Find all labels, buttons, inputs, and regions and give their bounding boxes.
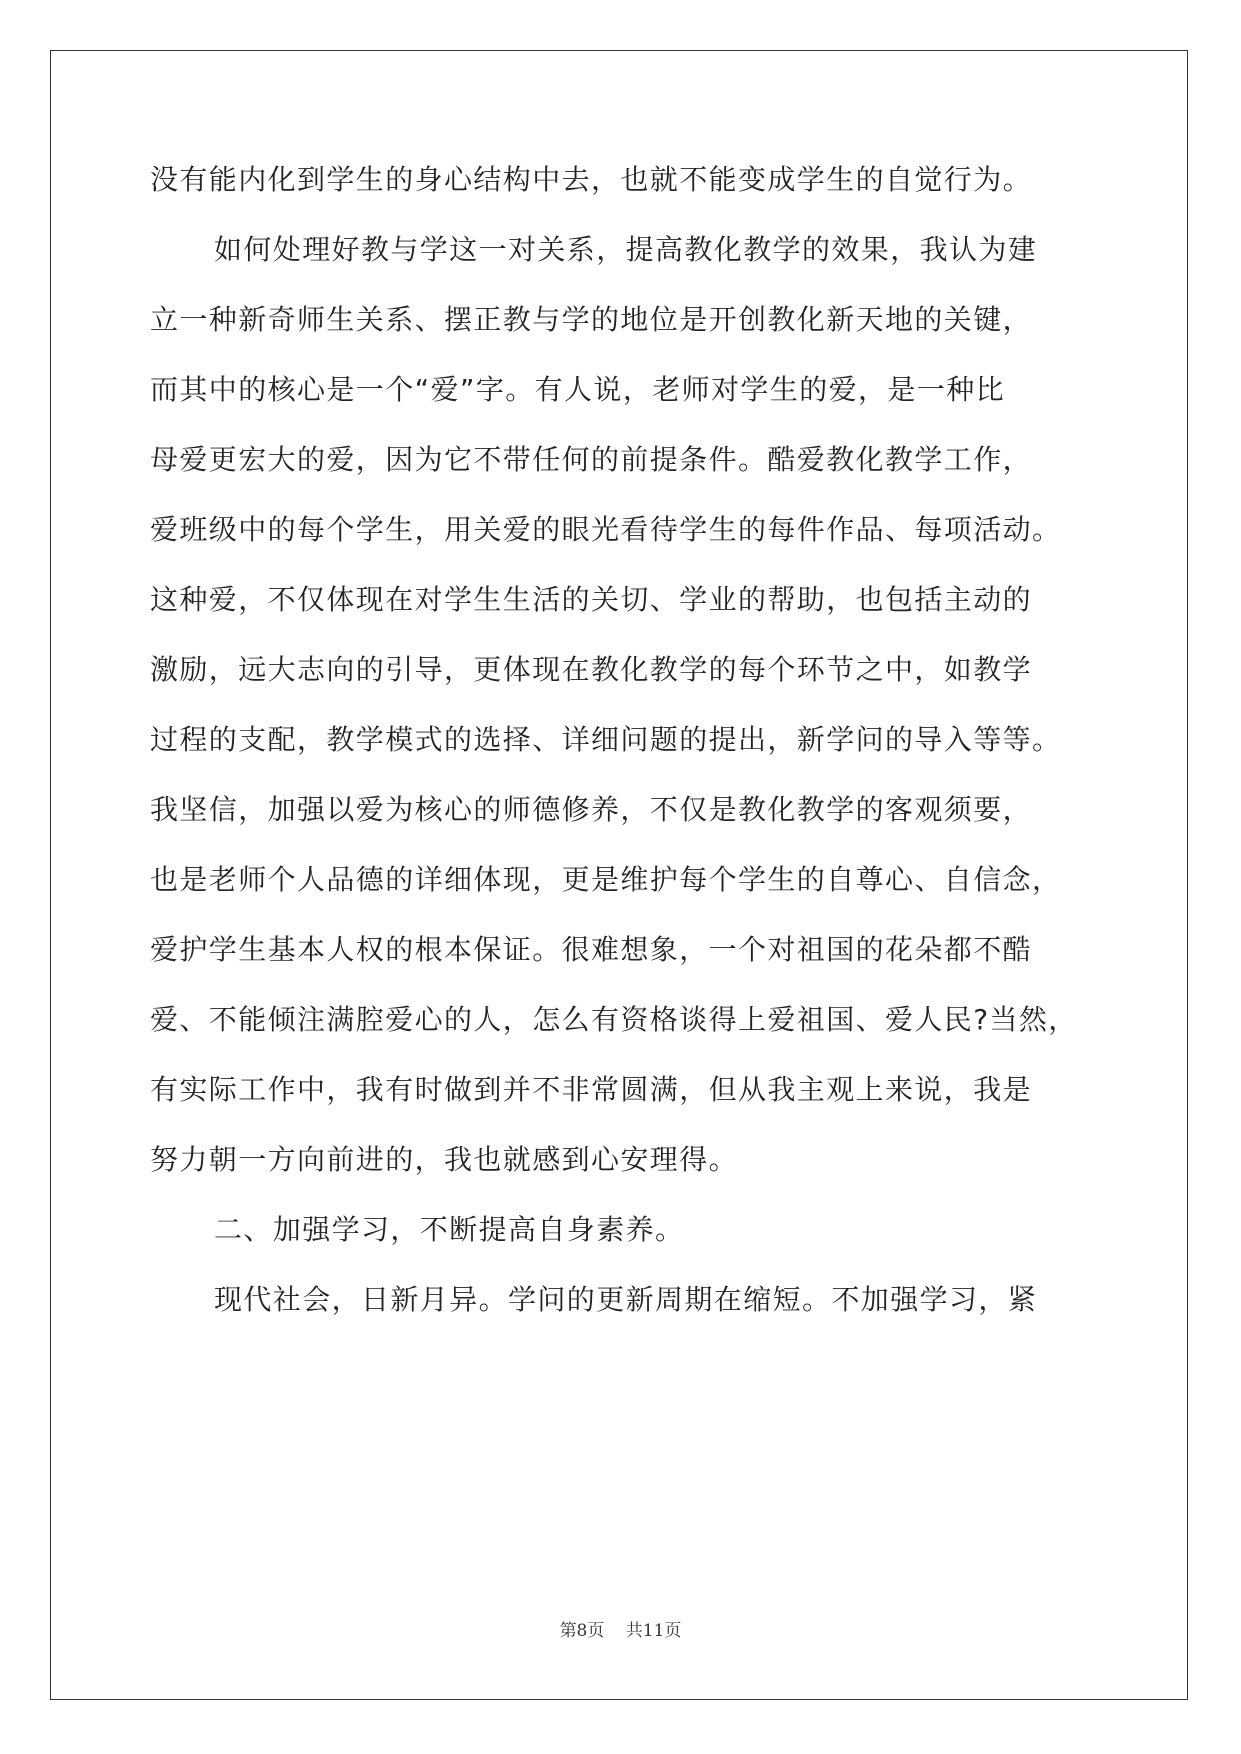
text-line: 没有能内化到学生的身心结构中去，也就不能变成学生的自觉行为。 [150,163,1033,196]
text-line: 这种爱，不仅体现在对学生生活的关切、学业的帮助，也包括主动的 [150,583,1033,616]
text-line: 激励，远大志向的引导，更体现在教化教学的每个环节之中，如教学 [150,653,1033,686]
text-line: 努力朝一方向前进的，我也就感到心安理得。 [150,1143,739,1176]
text-line: 母爱更宏大的爱，因为它不带任何的前提条件。酷爱教化教学工作， [150,443,1033,476]
text-line: 也是老师个人品德的详细体现，更是维护每个学生的自尊心、自信念， [150,863,1062,896]
page-number: 第8页 [559,1621,605,1641]
page-total: 共11页 [625,1621,682,1641]
text-line: 爱、不能倾注满腔爱心的人，怎么有资格谈得上爱祖国、爱人民?当然， [150,1003,1078,1036]
text-line: 现代社会，日新月异。学问的更新周期在缩短。不加强学习，紧 [214,1283,1038,1316]
page-footer [0,1616,1241,1641]
text-line: 爱班级中的每个学生，用关爱的眼光看待学生的每件作品、每项活动。 [150,513,1062,546]
text-line: 有实际工作中，我有时做到并不非常圆满，但从我主观上来说，我是 [150,1073,1033,1106]
section-heading: 二、加强学习，不断提高自身素养。 [214,1213,685,1246]
text-line: 过程的支配，教学模式的选择、详细问题的提出，新学问的导入等等。 [150,723,1062,756]
text-line: 而其中的核心是一个“爱”字。有人说，老师对学生的爱，是一种比 [150,373,1006,406]
text-line: 立一种新奇师生关系、摆正教与学的地位是开创教化新天地的关键， [150,303,1033,336]
text-line: 如何处理好教与学这一对关系，提高教化教学的效果，我认为建 [214,233,1038,266]
text-line: 爱护学生基本人权的根本保证。很难想象，一个对祖国的花朵都不酷 [150,933,1033,966]
text-line: 我坚信，加强以爱为核心的师德修养，不仅是教化教学的客观须要， [150,793,1033,826]
